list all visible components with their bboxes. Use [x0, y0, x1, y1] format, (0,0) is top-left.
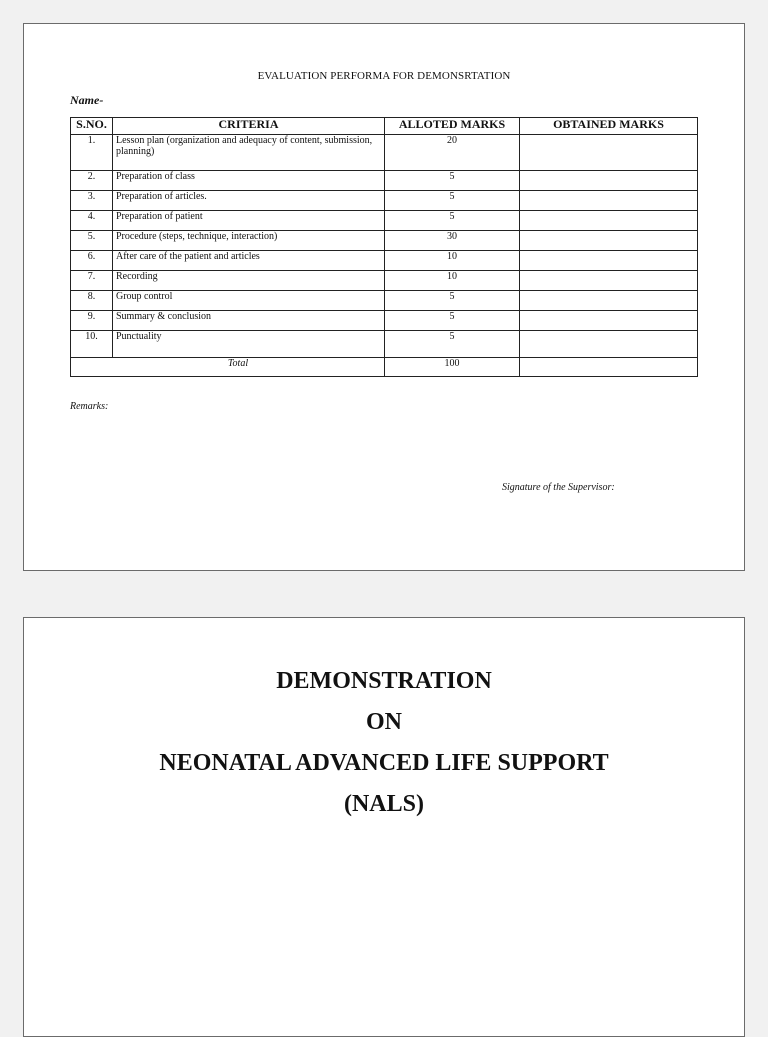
table-row — [71, 251, 698, 271]
row-alloted-marks: 5 — [385, 191, 520, 211]
row-criteria: Preparation of articles. — [113, 191, 385, 211]
row-sno: 3. — [71, 191, 113, 211]
cover-title-line: NEONATAL ADVANCED LIFE SUPPORT — [159, 750, 609, 776]
row-obtained-marks — [520, 191, 698, 211]
row-obtained-marks — [520, 291, 698, 311]
row-alloted-marks: 20 — [385, 135, 520, 171]
row-criteria: Procedure (steps, technique, interaction) — [113, 231, 385, 251]
table-row — [71, 271, 698, 291]
row-criteria: Preparation of class — [113, 171, 385, 191]
total-alloted-marks: 100 — [385, 358, 520, 377]
row-sno: 2. — [71, 171, 113, 191]
name-label: Name- — [70, 93, 104, 107]
header-alloted-marks: ALLOTED MARKS — [385, 118, 520, 135]
supervisor-signature-label: Signature of the Supervisor: — [502, 482, 615, 493]
row-sno: 8. — [71, 291, 113, 311]
cover-title-line: ON — [366, 709, 402, 735]
cover-title-line: DEMONSTRATION — [276, 668, 492, 694]
row-criteria: Recording — [113, 271, 385, 291]
cover-title — [24, 664, 744, 828]
row-criteria: Punctuality — [113, 331, 385, 358]
row-obtained-marks — [520, 211, 698, 231]
table-row — [71, 311, 698, 331]
total-row — [71, 358, 698, 377]
remarks-label: Remarks: — [70, 401, 109, 412]
row-sno: 7. — [71, 271, 113, 291]
row-sno: 10. — [71, 331, 113, 358]
row-sno: 5. — [71, 231, 113, 251]
row-sno: 4. — [71, 211, 113, 231]
row-obtained-marks — [520, 135, 698, 171]
row-criteria: After care of the patient and articles — [113, 251, 385, 271]
form-title: EVALUATION PERFORMA FOR DEMONSRTATION — [257, 70, 511, 82]
row-obtained-marks — [520, 231, 698, 251]
row-obtained-marks — [520, 251, 698, 271]
cover-title-line: (NALS) — [343, 791, 424, 817]
table-row — [71, 211, 698, 231]
row-criteria: Lesson plan (organization and adequacy of content, submission, planning) — [113, 135, 385, 171]
row-criteria: Preparation of patient — [113, 211, 385, 231]
total-label: Total — [71, 358, 385, 377]
table-row — [71, 291, 698, 311]
table-row — [71, 135, 698, 171]
row-alloted-marks: 5 — [385, 331, 520, 358]
row-criteria: Summary & conclusion — [113, 311, 385, 331]
row-obtained-marks — [520, 271, 698, 291]
row-criteria: Group control — [113, 291, 385, 311]
row-alloted-marks: 10 — [385, 271, 520, 291]
evaluation-table — [70, 117, 698, 377]
table-row — [71, 331, 698, 358]
row-alloted-marks: 5 — [385, 171, 520, 191]
row-alloted-marks: 5 — [385, 211, 520, 231]
row-alloted-marks: 5 — [385, 311, 520, 331]
evaluation-form-page — [23, 23, 745, 571]
total-obtained-marks — [520, 358, 698, 377]
table-row — [71, 231, 698, 251]
table-row — [71, 171, 698, 191]
cover-page — [23, 617, 745, 1037]
row-obtained-marks — [520, 331, 698, 358]
row-sno: 9. — [71, 311, 113, 331]
row-alloted-marks: 30 — [385, 231, 520, 251]
row-alloted-marks: 10 — [385, 251, 520, 271]
row-alloted-marks: 5 — [385, 291, 520, 311]
table-header-row — [71, 118, 698, 135]
header-sno: S.NO. — [71, 118, 113, 135]
row-sno: 6. — [71, 251, 113, 271]
row-obtained-marks — [520, 171, 698, 191]
row-sno: 1. — [71, 135, 113, 171]
row-obtained-marks — [520, 311, 698, 331]
header-criteria: CRITERIA — [113, 118, 385, 135]
header-obtained-marks: OBTAINED MARKS — [520, 118, 698, 135]
table-row — [71, 191, 698, 211]
